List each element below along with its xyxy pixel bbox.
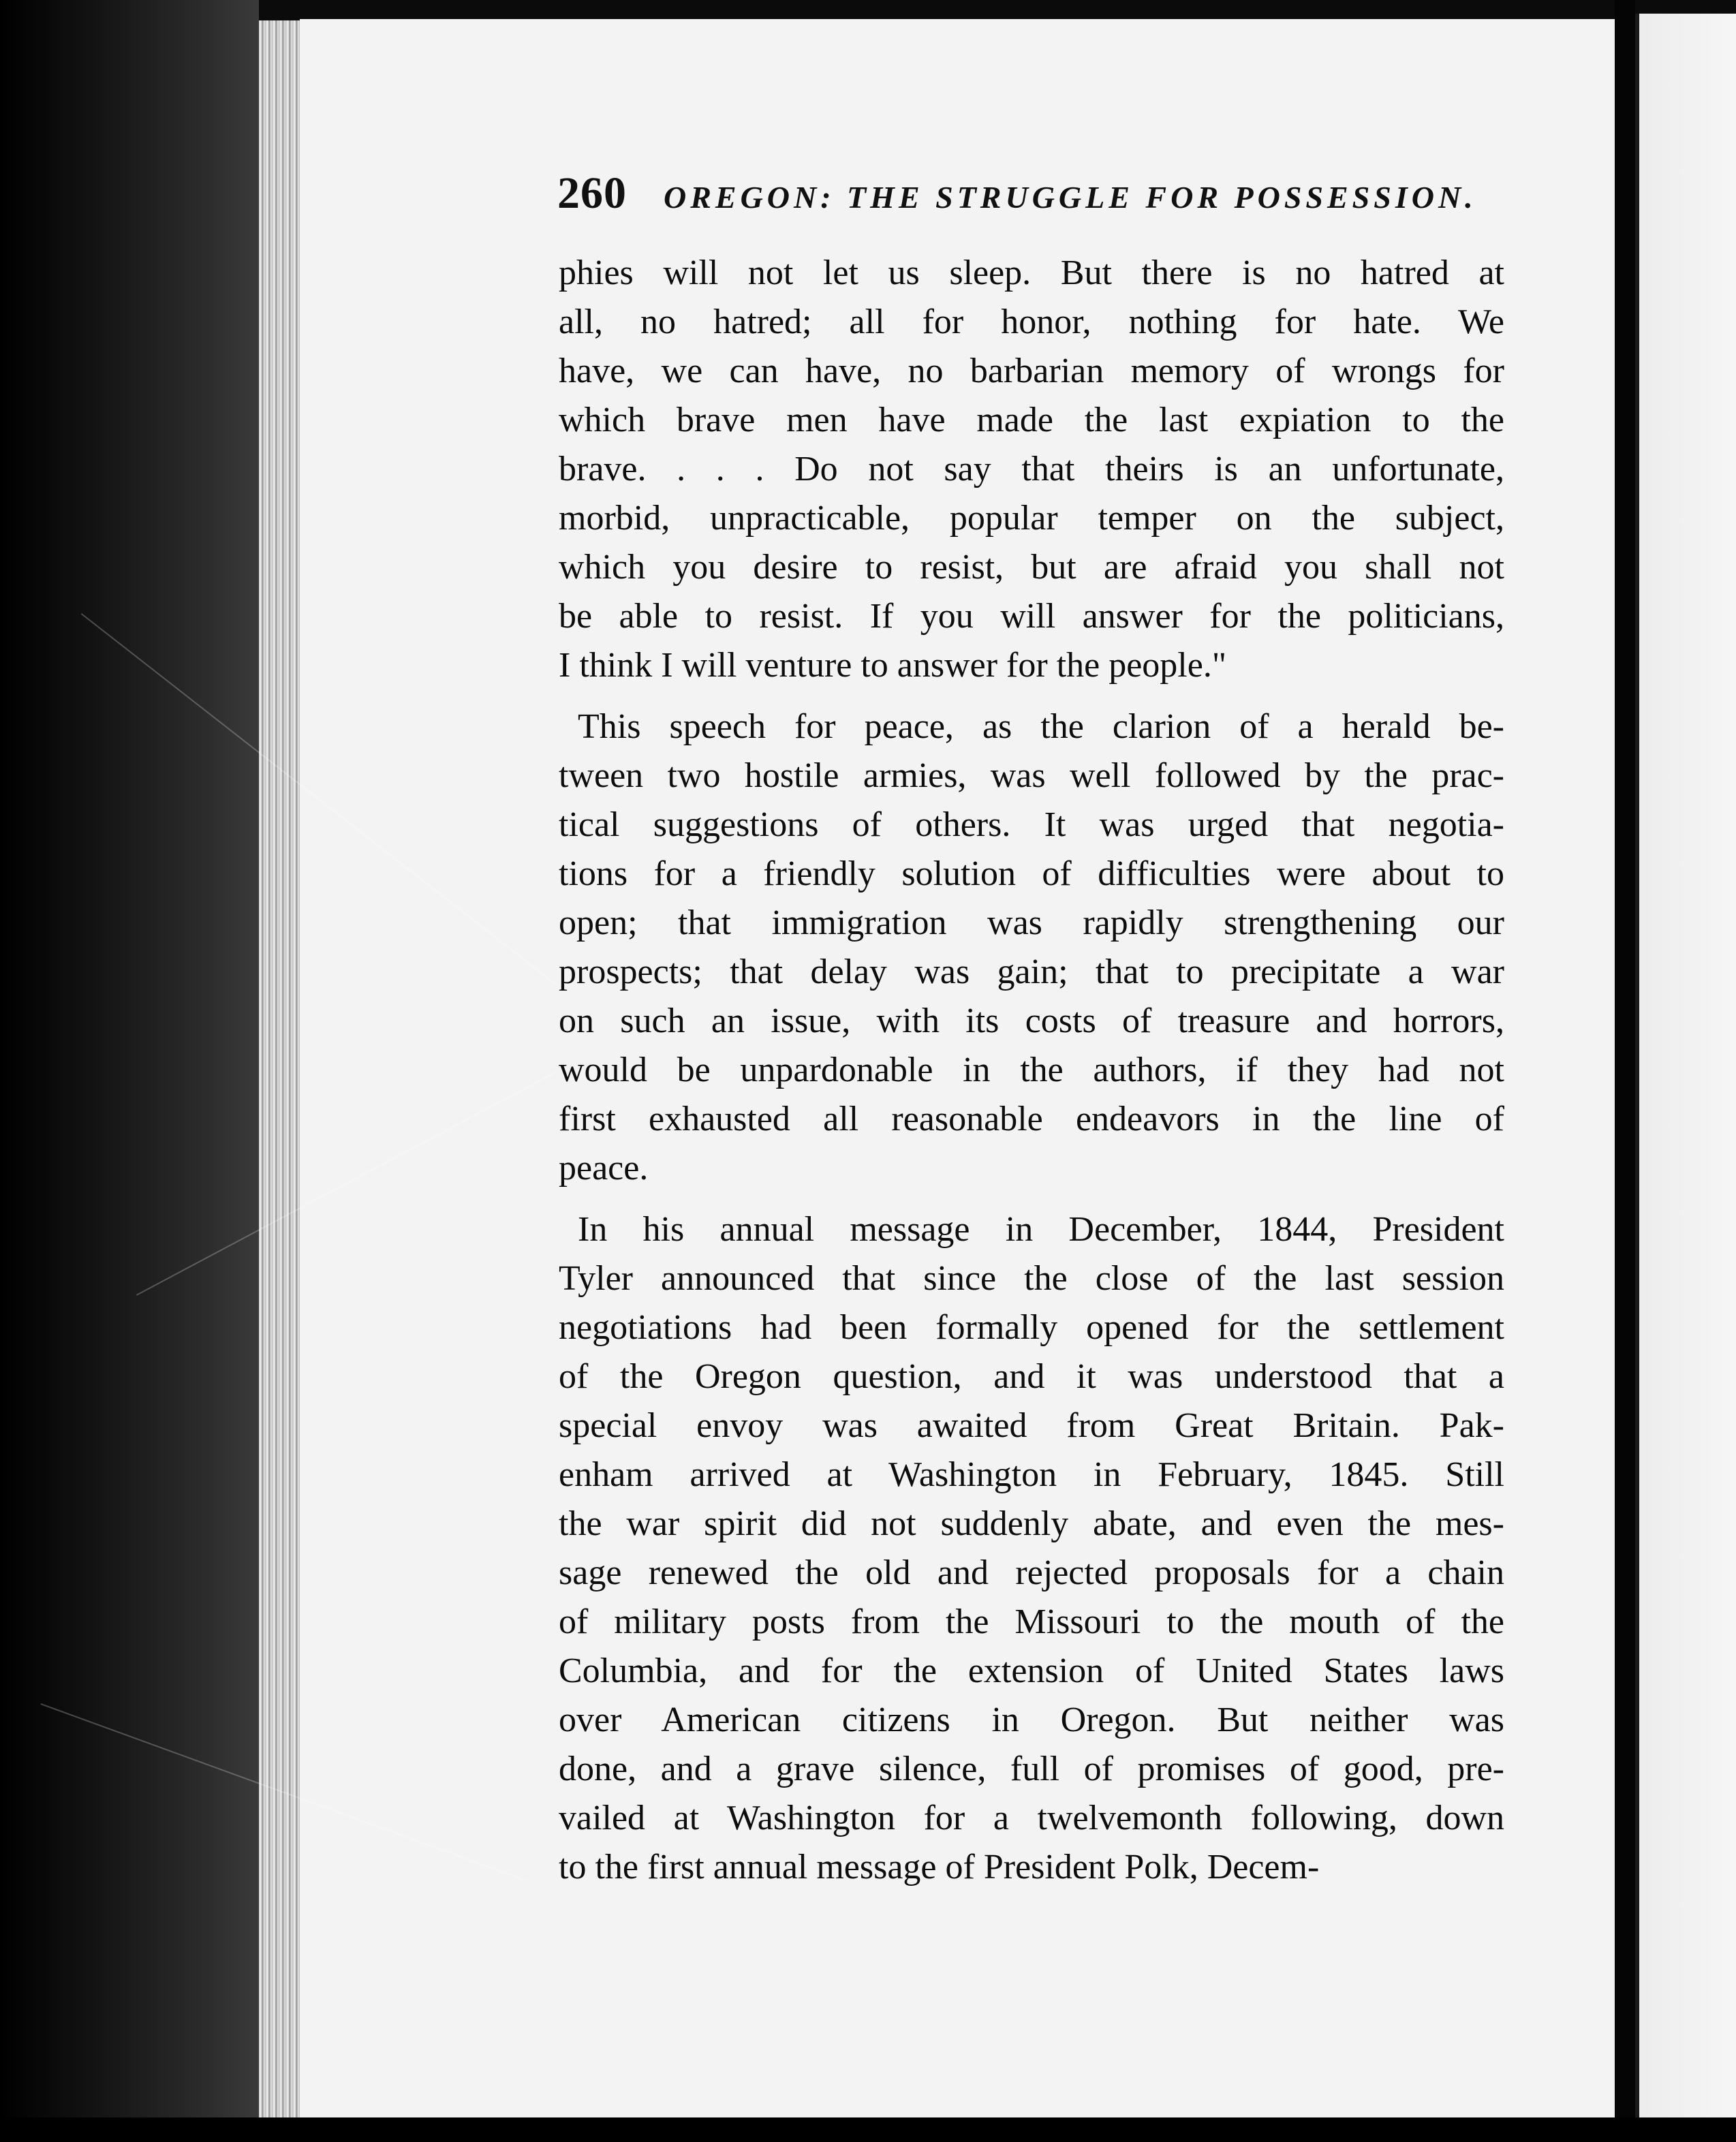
text-line: phies will not let us sleep. But there is no hatred at [559, 253, 1504, 292]
text-line: enham arrived at Washington in February, 1845. Still [559, 1455, 1504, 1494]
running-head [557, 168, 1498, 236]
text-line: Columbia, and for the extension of United States laws [559, 1651, 1504, 1690]
text-line: special envoy was awaited from Great Britain. Pak- [559, 1406, 1504, 1445]
text-line: first exhausted all reasonable endeavors in the line of [559, 1100, 1504, 1138]
text-line: which you desire to resist, but are afraid you shall not [559, 548, 1504, 587]
text-line: peace. [559, 1149, 649, 1188]
text-line: which brave men have made the last expiation to the [559, 401, 1504, 439]
text-line: I think I will venture to answer for the people." [559, 646, 1227, 685]
text-line: all, no hatred; all for honor, nothing for hate. We [559, 302, 1504, 341]
text-line: of the Oregon question, and it was understood that a [559, 1357, 1504, 1396]
text-line: In his annual message in December, 1844, President [578, 1210, 1504, 1249]
text-line: be able to resist. If you will answer for the politicians, [559, 597, 1504, 636]
facing-page [1635, 14, 1736, 2142]
text-line: This speech for peace, as the clarion of a herald be- [578, 707, 1504, 746]
text-line: would be unpardonable in the authors, if they had not [559, 1051, 1504, 1089]
text-line: tween two hostile armies, was well followed by the prac- [559, 756, 1504, 795]
text-line: done, and a grave silence, full of promises of good, pre- [559, 1750, 1504, 1788]
text-line: tions for a friendly solution of difficulties were about to [559, 854, 1504, 893]
paragraph-gap [559, 1193, 1504, 1205]
facing-page-edge [1635, 14, 1639, 2142]
body-text [559, 249, 1504, 1892]
text-line: have, we can have, no barbarian memory of wrongs for [559, 352, 1504, 390]
bottom-shadow [0, 2117, 1736, 2142]
text-line: morbid, unpracticable, popular temper on the subject, [559, 499, 1504, 538]
text-line: to the first annual message of President Polk, Decem- [559, 1848, 1320, 1887]
text-line: prospects; that delay was gain; that to precipitate a war [559, 952, 1504, 991]
text-line: of military posts from the Missouri to the mouth of the [559, 1602, 1504, 1641]
text-line: open; that immigration was rapidly strengthening our [559, 903, 1504, 942]
text-line: on such an issue, with its costs of treasure and horrors, [559, 1002, 1504, 1040]
text-line: brave. . . . Do not say that theirs is an unfortunate, [559, 450, 1504, 488]
text-line: the war spirit did not suddenly abate, and even the mes- [559, 1504, 1504, 1543]
page-number: 260 [557, 168, 627, 218]
running-title: OREGON: THE STRUGGLE FOR POSSESSION. [664, 180, 1477, 215]
dark-margin [0, 0, 259, 2142]
text-line: over American citizens in Oregon. But neither was [559, 1701, 1504, 1739]
text-line: vailed at Washington for a twelvemonth following, down [559, 1799, 1504, 1837]
text-line: Tyler announced that since the close of the last session [559, 1259, 1504, 1298]
text-line: negotiations had been formally opened for the settlement [559, 1308, 1504, 1347]
gutter-shadow [1615, 0, 1635, 2142]
paragraph-gap [559, 690, 1504, 702]
text-line: tical suggestions of others. It was urged that negotia- [559, 805, 1504, 844]
text-line: sage renewed the old and rejected proposals for a chain [559, 1553, 1504, 1592]
